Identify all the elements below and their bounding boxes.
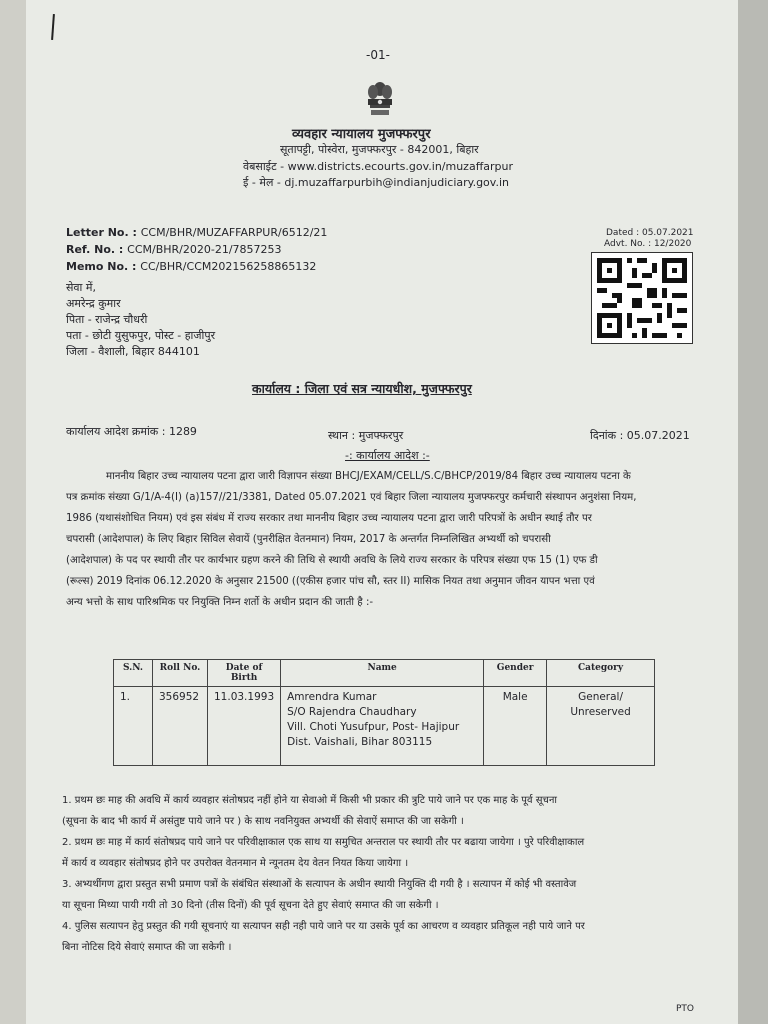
candidate-table (113, 659, 655, 766)
recipient-line-1: सेवा में, (66, 281, 96, 294)
body-line: पत्र क्रमांक संख्या G/1/A-4(I) (a)157//21/3381, Dated 05.07.2021 एवं बिहार जिला न्यायालय मुजफ्फरपुर कर्मचारी संस्थापन अनुशंसा नियम, (66, 492, 637, 503)
name-line: Vill. Choti Yusufpur, Post- Hajipur (287, 721, 460, 733)
recipient-name: अमरेन्द्र कुमार (66, 297, 121, 310)
order-place: स्थान : मुजफ्फरपुर (328, 429, 404, 442)
condition-line: बिना नोटिस दिये सेवाएं समाप्त की जा सकेगी । (62, 942, 232, 953)
body-line: (आदेशपाल) के पद पर स्थायी तौर पर कार्यभार ग्रहण करने की तिथि से स्थायी अवधि के लिये राज्य सरकार के परिपत्र संख्या एफ 15 (1) एफ डी (66, 555, 598, 566)
condition-line: में कार्य व व्यवहार संतोषप्रद होने पर उपरोक्त वेतनमान मे न्यूनतम देय वेतन नियत किया जायेगा । (62, 858, 409, 869)
ref-number (66, 243, 282, 256)
name-line: Amrendra Kumar (287, 691, 377, 703)
court-name: व्यवहार न्यायालय मुजफ्फरपुर (292, 127, 431, 142)
order-body (66, 466, 706, 613)
col-gender: Gender (484, 660, 547, 687)
condition-line: 1. प्रथम छः माह की अवधि में कार्य व्यवहार संतोषप्रद नहीं होने या सेवाओ में किसी भी प्रकार की त्रुटि पाये जाने पर एक माह के पूर्व सूचना (62, 795, 557, 806)
condition-line: 2. प्रथम छः माह में कार्य संतोषप्रद पाये जाने पर परिवीक्षाकाल एक साथ या समुचित अन्तराल पर स्थायी तौर पर बढाया जायेगा । पुरे परिवीक्षाकाल (62, 837, 585, 848)
recipient-district: जिला - वैशाली, बिहार 844101 (66, 345, 200, 358)
cell-name (281, 687, 484, 766)
cell-dob: 11.03.1993 (208, 687, 281, 766)
category-line: Unreserved (570, 706, 631, 718)
body-line: (रूल्स) 2019 दिनांक 06.12.2020 के अनुसार 21500 ((एकीस हजार पांच सौ, स्तर II) मासिक नियत तथा अनुमान जीवन यापन भत्ता एवं (66, 576, 595, 587)
col-category: Category (547, 660, 655, 687)
court-email: ई - मेल - dj.muzaffarpurbih@indianjudiciary.gov.in (243, 176, 509, 189)
state-emblem-icon (364, 80, 396, 118)
cell-roll: 356952 (153, 687, 208, 766)
memo-number (66, 260, 316, 273)
condition-line: (सूचना के बाद भी कार्य में असंतुष्ट पाये जाने पर ) के साथ नवनियुक्त अभ्यर्थी की सेवाऐं समाप्त की जा सकेगी । (62, 816, 464, 827)
category-line: General/ (578, 691, 624, 703)
page-number: -01- (366, 48, 390, 62)
name-line: S/O Rajendra Chaudhary (287, 706, 417, 718)
memo-label: Memo No. : (66, 260, 137, 273)
conditions-list (62, 790, 712, 958)
qr-code-icon (591, 252, 693, 344)
col-sn: S.N. (114, 660, 153, 687)
court-website: वेबसाईट - www.districts.ecourts.gov.in/muzaffarpur (243, 160, 514, 173)
ref-label: Ref. No. : (66, 243, 124, 256)
order-title: -: कार्यालय आदेश :- (345, 449, 430, 462)
body-line: चपरासी (आदेशपाल) के लिए बिहार सिविल सेवायें (पुनरीक्षित वेतनमान) नियम, 2017 के अन्तर्गत निम्नलिखित अभ्यर्थी को चपरासी (66, 534, 551, 545)
name-line: Dist. Vaishali, Bihar 803115 (287, 736, 433, 748)
condition-line: 3. अभ्यर्थीगण द्वारा प्रस्तुत सभी प्रमाण पत्रों के संबंधित संस्थाओं के सत्यापन के अधीन स्थायी नियुक्ति दी गयी है । सत्यापन में कोई भी वस्तावेज (62, 879, 577, 890)
letter-label: Letter No. : (66, 226, 137, 239)
condition-line: 4. पुलिस सत्यापन हेतु प्रस्तुत की गयी सूचनाएं या सत्यापन सही नही पाये जाने पर या उसके पूर्व का आचरण व व्यवहार प्रतिकूल नही पाये जाने पर (62, 921, 585, 932)
memo-value: CC/BHR/CCM202156258865132 (140, 260, 317, 273)
order-number: कार्यालय आदेश क्रमांक : 1289 (66, 425, 197, 438)
office-heading: कार्यालय : जिला एवं सत्र न्यायधीश, मुजफ्फरपुर (252, 381, 472, 396)
cell-sn: 1. (114, 687, 153, 766)
letter-number (66, 226, 327, 239)
pto-label: PTO (676, 1004, 695, 1014)
page-edge-shadow (738, 0, 768, 1024)
body-line: 1986 (यथासंशोधित नियम) एवं इस संबंध में राज्य सरकार तथा माननीय बिहार उच्च न्यायालय पटना द्वारा जारी परिपत्रों के अधीन स्थाई तौर पर (66, 513, 592, 524)
recipient-father: पिता - राजेन्द्र चौधरी (66, 313, 148, 326)
cell-category (547, 687, 655, 766)
dated: Dated : 05.07.2021 (606, 228, 694, 238)
col-roll: Roll No. (153, 660, 208, 687)
condition-line: या सूचना मिथ्या पायी गयी तो 30 दिनो (तीस दिनों) की पूर्व सूचना देते हुए सेवाएं समाप्त की जा सकेगी । (62, 900, 439, 911)
col-name: Name (281, 660, 484, 687)
recipient-address: पता - छोटी युसुफपुर, पोस्ट - हाजीपुर (66, 329, 216, 342)
col-dob: Date of Birth (208, 660, 281, 687)
letter-value: CCM/BHR/MUZAFFARPUR/6512/21 (140, 226, 328, 239)
advt-number: Advt. No. : 12/2020 (604, 239, 692, 249)
court-address: सूतापट्टी, पोस्वेरा, मुजफ्फरपुर - 842001, बिहार (280, 143, 479, 156)
ref-value: CCM/BHR/2020-21/7857253 (127, 243, 282, 256)
cell-gender: Male (484, 687, 547, 766)
body-line: माननीय बिहार उच्च न्यायालय पटना द्वारा जारी विज्ञापन संख्या BHCJ/EXAM/CELL/S.C/BHCP/2019/84 बिहार उच्च न्यायालय पटना के (106, 471, 631, 482)
order-date: दिनांक : 05.07.2021 (590, 429, 690, 442)
body-line: अन्य भत्तो के साथ पारिश्रमिक पर नियुक्ति निम्न शर्तो के अधीन प्रदान की जाती है :- (66, 597, 374, 608)
table-row (114, 687, 655, 766)
table-header-row (114, 660, 655, 687)
